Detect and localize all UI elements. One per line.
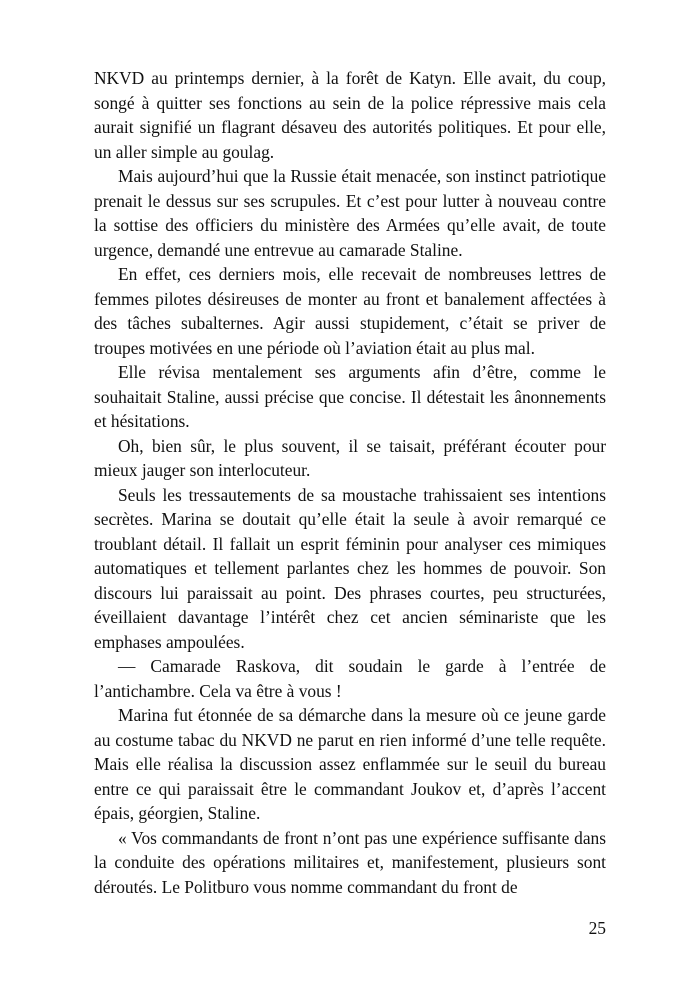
page-number: 25 <box>588 918 606 938</box>
paragraph-5: Oh, bien sûr, le plus souvent, il se taisait, préférant écouter pour mieux jauger son interlocuteur. <box>94 435 606 480</box>
paragraph-2: Mais aujourd’hui que la Russie était menacée, son instinct patriotique prenait le dessus sur ses scrupules. Et c’est pour lutter à nouveau contre la sottise des officiers du ministère des Armées qu’elle avait, de toute urgence, demandé une entrevue au camarade Staline. <box>94 166 606 260</box>
paragraph-6: Seuls les tressautements de sa moustache trahissaient ses intentions secrètes. Marina se doutait qu’elle était la seule à avoir remarqué ce troublant détail. Il fallait un esprit féminin pour analyser ces mimiques automatiques et tellement parlantes chez les hommes de pouvoir. Son discours lui paraissait au point. Des phrases courtes, peu structurées, éveillaient davantage l’intérêt chez cet ancien séminariste que les emphases ampoulées. <box>94 484 606 652</box>
paragraph-9-quote: « Vos commandants de front n’ont pas une expérience suffisante dans la conduite des opérations militaires et, manifestement, plusieurs sont déroutés. Le Politburo vous nomme commandant du front de <box>94 827 606 897</box>
page-body-text <box>94 66 606 899</box>
paragraph-8: Marina fut étonnée de sa démarche dans la mesure où ce jeune garde au costume tabac du NKVD ne parut en rien informé d’une telle requête. Mais elle réalisa la discussion assez enflammée sur le seuil du bureau entre ce qui paraissait être le commandant Joukov et, d’après l’accent épais, géorgien, Staline. <box>94 705 606 823</box>
paragraph-1: NKVD au printemps dernier, à la forêt de Katyn. Elle avait, du coup, songé à quitter ses fonctions au sein de la police répressive mais cela aurait signifié un flagrant désaveu des autorités politiques. Et pour elle, un aller simple au goulag. <box>94 68 606 162</box>
paragraph-7-dialogue: — Camarade Raskova, dit soudain le garde à l’entrée de l’antichambre. Cela va être à vous ! <box>94 656 606 701</box>
paragraph-4: Elle révisa mentalement ses arguments afin d’être, comme le souhaitait Staline, aussi précise que concise. Il détestait les ânonnements et hésitations. <box>94 362 606 431</box>
paragraph-3: En effet, ces derniers mois, elle recevait de nombreuses lettres de femmes pilotes désireuses de monter au front et banalement affectées à des tâches subalternes. Agir aussi stupidement, c’était se priver de troupes motivées en une période où l’aviation était au plus mal. <box>94 264 606 358</box>
